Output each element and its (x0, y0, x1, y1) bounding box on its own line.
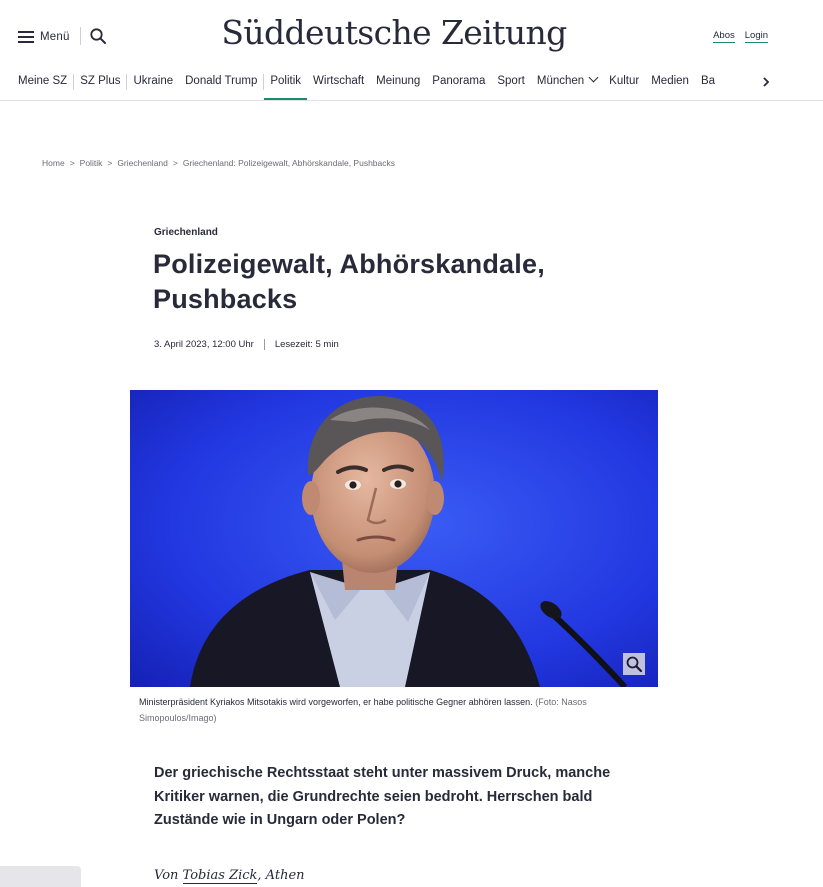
nav-item-sport[interactable]: Sport (497, 75, 525, 87)
nav-item-muenchen[interactable] (531, 64, 603, 100)
search-icon[interactable] (89, 27, 107, 45)
photo-credit: (Foto: Nasos Simopoulos/Imago) (139, 697, 587, 723)
breadcrumb-separator: > (172, 158, 178, 168)
breadcrumb-griechenland[interactable]: Griechenland (117, 158, 168, 168)
nav-item-panorama[interactable]: Panorama (432, 75, 486, 87)
chevron-down-icon (589, 73, 599, 83)
floating-panel-edge[interactable] (0, 866, 81, 887)
nav-item-ukraine[interactable]: Ukraine (133, 75, 174, 87)
nav-item-ba[interactable]: Ba (700, 75, 716, 87)
main-navigation (0, 64, 823, 101)
photo-caption (139, 694, 659, 726)
hamburger-icon (18, 31, 34, 43)
nav-item-politik[interactable]: Politik (264, 64, 307, 100)
author-link[interactable]: Tobias Zick (182, 868, 258, 883)
account-links (713, 30, 768, 43)
article-headline: Polizeigewalt, Abhörskandale, Pushbacks (153, 249, 545, 314)
article-meta (154, 339, 339, 350)
abos-link[interactable]: Abos (713, 30, 735, 41)
nav-item-medien[interactable]: Medien (651, 75, 689, 87)
breadcrumb (42, 158, 395, 168)
portrait-illustration (130, 390, 658, 687)
article-photo[interactable] (130, 390, 658, 687)
breadcrumb-separator: > (69, 158, 75, 168)
site-header (0, 0, 823, 64)
login-link[interactable]: Login (744, 30, 768, 41)
nav-fade-overlay (733, 64, 823, 99)
zoom-image-button[interactable] (623, 653, 645, 675)
nav-item-kultur[interactable]: Kultur (609, 75, 640, 87)
magnifier-icon (623, 653, 645, 675)
menu-label: Menü (40, 31, 70, 43)
breadcrumb-politik[interactable]: Politik (79, 158, 103, 168)
byline (154, 868, 305, 883)
reading-time: Lesezeit: 5 min (274, 339, 339, 350)
nav-item-sz-plus[interactable]: SZ Plus (80, 75, 121, 87)
breadcrumb-home[interactable]: Home (42, 158, 65, 168)
caption-text: Ministerpräsident Kyriakos Mitsotakis wird vorgeworfen, er habe politische Gegner abhören lassen. (139, 697, 533, 707)
site-logo[interactable]: Süddeutsche Zeitung (221, 13, 567, 52)
nav-item-donald-trump[interactable]: Donald Trump (185, 75, 258, 87)
article-kicker[interactable]: Griechenland (154, 227, 218, 238)
nav-item-meine-sz[interactable]: Meine SZ (18, 75, 68, 87)
breadcrumb-current: Griechenland: Polizeigewalt, Abhörskandale, Pushbacks (182, 158, 395, 168)
byline-location: , Athen (257, 868, 305, 883)
article-lead: Der griechische Rechtsstaat steht unter massivem Druck, manche Kritiker warnen, die Grundrechte seien bedroht. Herrschen bald Zustände wie in Ungarn oder Polen? (154, 765, 611, 828)
breadcrumb-separator: > (107, 158, 113, 168)
nav-list (18, 64, 721, 100)
byline-prefix: Von (154, 868, 179, 883)
header-divider (80, 27, 81, 45)
meta-divider (264, 339, 265, 350)
publish-date: 3. April 2023, 12:00 Uhr (154, 339, 254, 350)
nav-item-wirtschaft[interactable]: Wirtschaft (313, 75, 365, 87)
chevron-right-icon[interactable] (760, 75, 772, 87)
nav-item-meinung[interactable]: Meinung (376, 75, 421, 87)
menu-button[interactable] (18, 26, 70, 48)
nav-item-muenchen-label: München (536, 75, 585, 87)
